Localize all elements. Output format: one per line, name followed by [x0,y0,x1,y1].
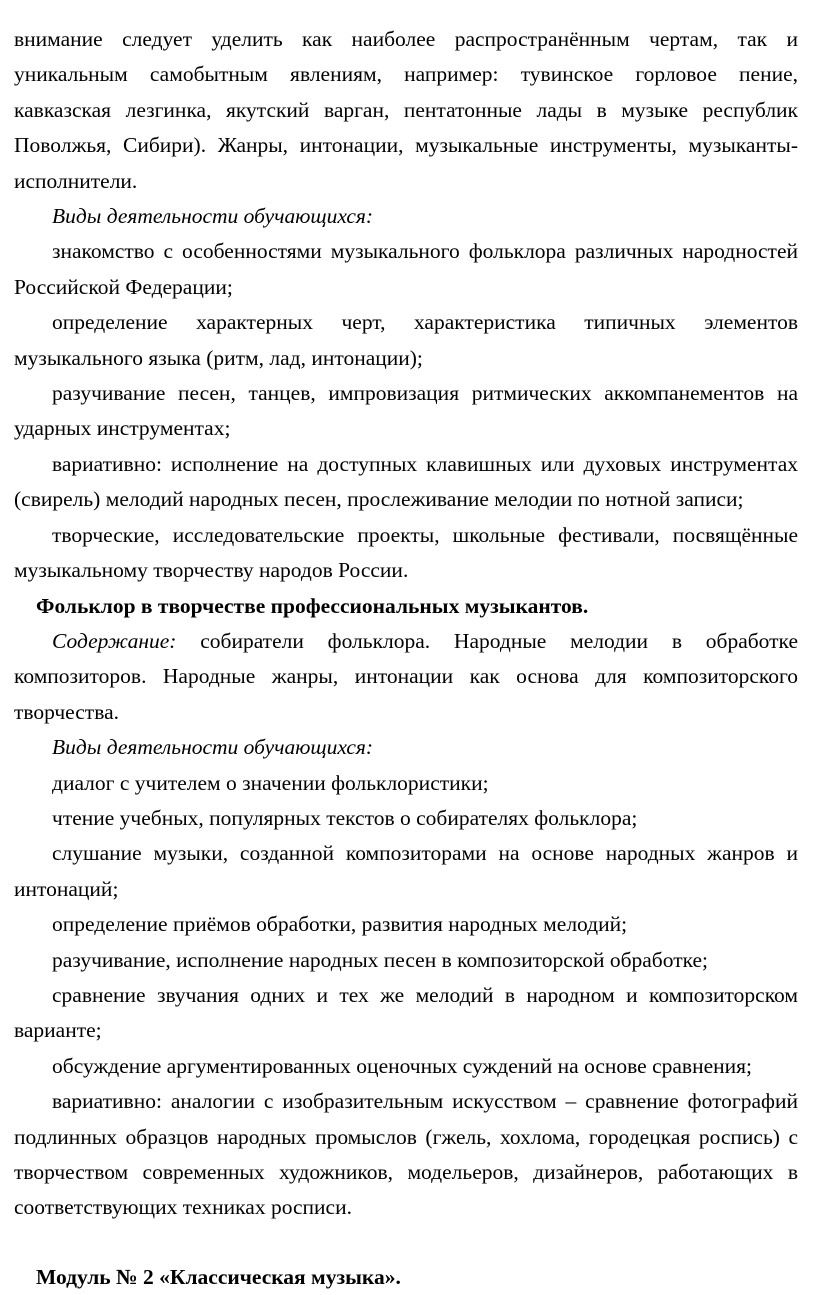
subheading-activities-1: Виды деятельности обучающихся: [52,204,374,229]
content-paragraph [14,624,798,730]
list-item: сравнение звучания одних и тех же мелодий в народном и композиторском варианте; [14,982,798,1043]
list-item: чтение учебных, популярных текстов о собирателях фольклора; [52,805,638,830]
paragraph-continuation: внимание следует уделить как наиболее распространённым чертам, так и уникальным самобытным явлениям, например: тувинское горловое пение, кавказская лезгинка, якутский варган, пентатонные лады в музыке республик Поволжья, Сибири). Жанры, интонации, музыкальные инструменты, музыканты-исполнители. [14,27,798,193]
subheading-activities-2: Виды деятельности обучающихся: [52,735,374,760]
module-heading: Модуль № 2 «Классическая музыка». [36,1264,401,1289]
list-item: разучивание песен, танцев, импровизация ритмических аккомпанементов на ударных инструментах; [14,381,798,441]
list-item: разучивание, исполнение народных песен в композиторской обработке; [52,947,709,972]
content-text: собиратели фольклора. Народные мелодии в обработке композиторов. Народные жанры, интонации как основа для композиторского творчества. [14,628,798,724]
list-item: знакомство с особенностями музыкального фольклора различных народностей Российской Федерации; [14,239,798,299]
list-item: обсуждение аргументированных оценочных суждений на основе сравнения; [52,1053,753,1078]
list-item: творческие, исследовательские проекты, школьные фестивали, посвящённые музыкальному творчеству народов России. [14,522,798,583]
list-item: слушание музыки, созданной композиторами на основе народных жанров и интонаций; [14,841,798,901]
list-item: вариативно: аналогии с изобразительным искусством – сравнение фотографий подлинных образцов народных промыслов (гжель, хохлома, городецкая роспись) с творчеством современных художников, модельеров, дизайнеров, работающих в соответствующих техниках росписи. [14,1089,798,1220]
content-label: Содержание: [52,628,177,653]
list-item: определение характерных черт, характеристика типичных элементов музыкального языка (ритм, лад, интонации); [14,310,798,370]
spacer [14,1226,798,1260]
list-item: диалог с учителем о значении фольклористики; [52,770,489,795]
list-item: вариативно: исполнение на доступных клавишных или духовых инструментах (свирель) мелодий народных песен, прослеживание мелодии по нотной записи; [14,451,798,512]
section-heading-folklore: Фольклор в творчестве профессиональных музыкантов. [36,593,589,618]
list-item: определение приёмов обработки, развития народных мелодий; [52,912,628,937]
